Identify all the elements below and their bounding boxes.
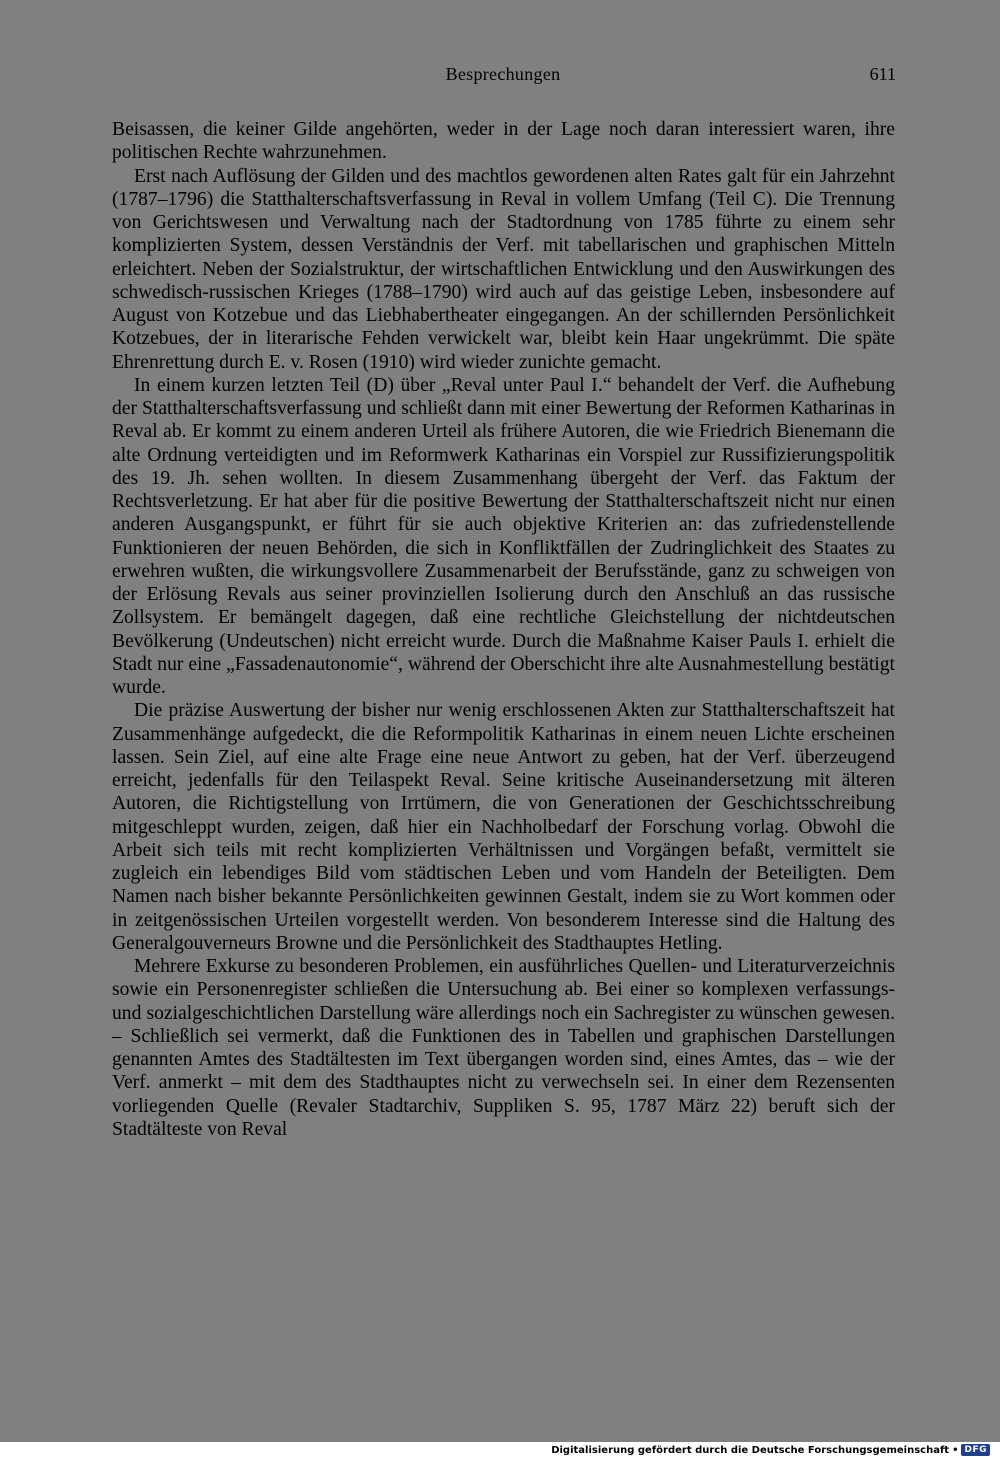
- digitization-footer: [551, 1442, 990, 1458]
- paragraph-teil-c: Erst nach Auflösung der Gilden und des machtlos gewordenen alten Rates galt für ein Jahrzehnt (1787–1796) die Statthalterschaftsverfassung in Reval in vollem Umfang (Teil C). Die Trennung von Gerichtswesen und Verwaltung nach der Stadtordnung von 1785 führte zu einem sehr komplizierten System, dessen Verständnis der Verf. mit tabellarischen und graphischen Mitteln erleichtert. Neben der Sozialstruktur, der wirtschaftlichen Entwicklung und den Auswirkungen des schwedisch-russischen Krieges (1788–1790) wird auch auf das geistige Leben, insbesondere auf August von Kotzebue und das Liebhabertheater eingegangen. An der schillernden Persönlichkeit Kotzebues, der in literarische Fehden verwickelt war, bleibt kein Haar ungekrümmt. Die späte Ehrenrettung durch E. v. Rosen (1910) wird wieder zunichte gemacht.: [112, 165, 895, 373]
- dfg-logo-icon: DFG: [961, 1444, 990, 1456]
- footer-separator: •: [952, 1444, 959, 1456]
- paragraph-teil-d: In einem kurzen letzten Teil (D) über „Reval unter Paul I.“ behandelt der Verf. die Aufhebung der Statthalterschaftsverfassung und schließt dann mit einer Bewertung der Reformen Katharinas in Reval ab. Er kommt zu einem anderen Urteil als frühere Autoren, die wie Friedrich Bienemann die alte Ordnung verteidigten und im Reformwerk Katharinas ein Vorspiel zur Russifizierungspolitik des 19. Jh. sehen wollten. In diesem Zusammenhang übergeht der Verf. das Faktum der Rechtsverletzung. Er hat aber für die positive Bewertung der Statthalterschaftszeit nicht nur einen anderen Ausgangspunkt, er führt für sie auch objektive Kriterien an: das zufriedenstellende Funktionieren der neuen Behörden, die sich in Konfliktfällen der Zudringlichkeit des Staates zu erwehren wußten, die wirkungsvollere Zusammenarbeit der Berufsstände, ganz zu schweigen von der Erlösung Revals aus seiner provinziellen Isolierung durch den Anschluß an das russische Zollsystem. Er bemängelt dagegen, daß eine rechtliche Gleichstellung der nichtdeutschen Bevölkerung (Undeutschen) nicht erreicht wurde. Durch die Maßnahme Kaiser Pauls I. erhielt die Stadt nur eine „Fassadenautonomie“, während der Oberschicht ihre alte Ausnahmestellung bestätigt wurde.: [112, 374, 895, 698]
- body-text: [112, 118, 895, 1141]
- paragraph-exkurse: Mehrere Exkurse zu besonderen Problemen, ein ausführliches Quellen- und Literaturverzeichnis sowie ein Personenregister schließen die Untersuchung ab. Bei einer so komplexen verfassungs- und sozialgeschichtlichen Darstellung wäre allerdings noch ein Sachregister zu wünschen gewesen. – Schließlich sei vermerkt, daß die Funktionen des in Tabellen und graphischen Darstellungen genannten Amtes des Stadtältesten im Text übergangen worden sind, eines Amtes, das – wie der Verf. anmerkt – mit dem des Stadthauptes nicht zu verwechseln sei. In einer dem Rezensenten vorliegenden Quelle (Revaler Stadtarchiv, Suppliken S. 95, 1787 März 22) beruft sich der Stadtälteste von Reval: [112, 956, 895, 1140]
- running-title: Besprechungen: [445, 64, 561, 84]
- funding-credit: Digitalisierung gefördert durch die Deutsche Forschungsgemeinschaft: [551, 1444, 950, 1456]
- paragraph-evaluation: Die präzise Auswertung der bisher nur wenig erschlossenen Akten zur Statthalterschaftszeit hat Zusammenhänge aufgedeckt, die die Reformpolitik Katharinas in einem neuen Lichte erscheinen lassen. Sein Ziel, auf eine alte Frage eine neue Antwort zu geben, hat der Verf. überzeugend erreicht, jedenfalls für den Teilaspekt Reval. Seine kritische Auseinandersetzung mit älteren Autoren, die Richtigstellung von Irrtümern, die von Generationen der Geschichtsschreibung mitgeschleppt wurden, zeigen, daß hier ein Nachholbedarf der Forschung vorlag. Obwohl die Arbeit sich teils mit recht komplizierten Verhältnissen und Vorgängen befaßt, vermittelt sie zugleich ein lebendiges Bild vom städtischen Leben und vom Handeln der Beteiligten. Dem Namen nach bisher bekannte Persönlichkeiten gewinnen Gestalt, indem sie zu Wort kommen oder in zeitgenössischen Urteilen vorgestellt werden. Von besonderem Interesse sind die Haltung des Generalgouverneurs Browne und die Persönlichkeit des Stadthauptes Hetling.: [112, 700, 895, 954]
- paragraph-continuation: Beisassen, die keiner Gilde angehörten, weder in der Lage noch daran interessiert waren, ihre politischen Rechte wahrzunehmen.: [112, 119, 895, 164]
- running-head: [110, 64, 896, 88]
- page-number: 611: [869, 64, 896, 84]
